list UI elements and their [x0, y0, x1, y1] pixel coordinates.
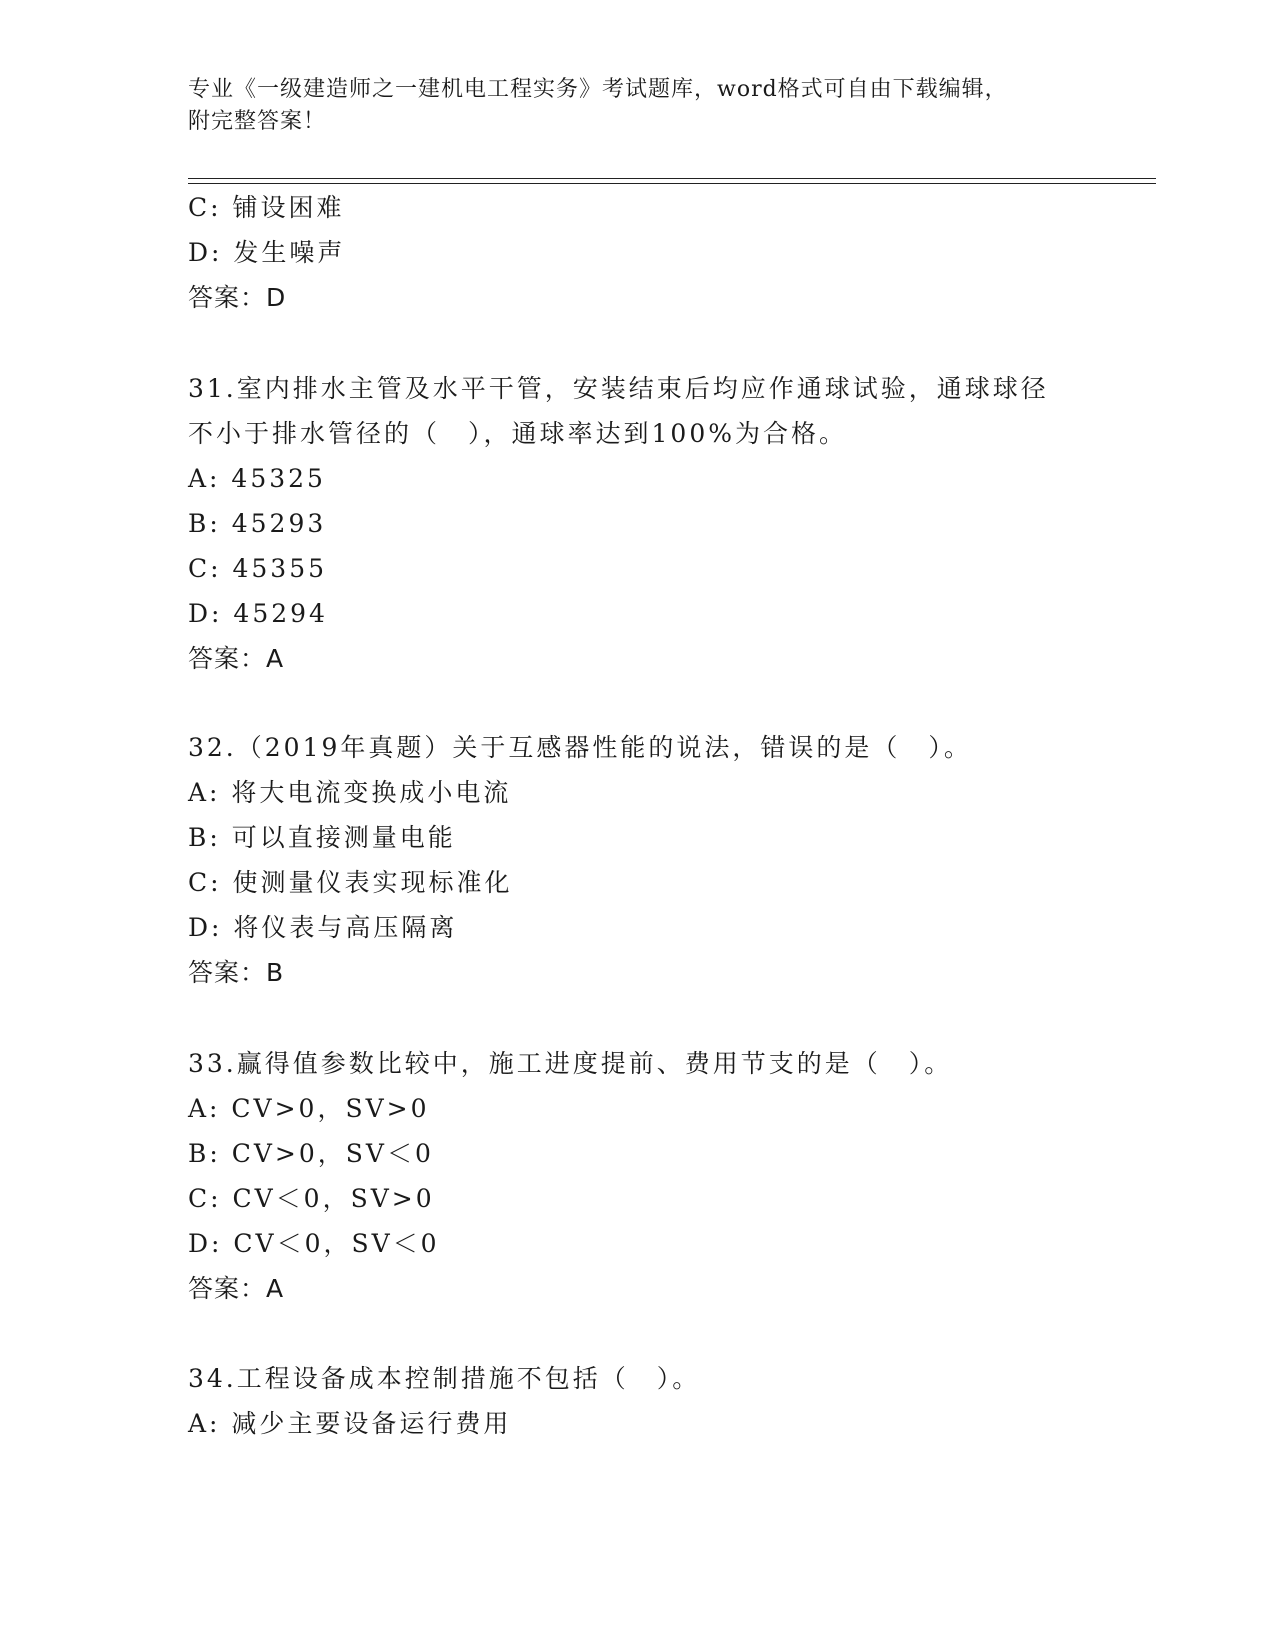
document-header	[188, 74, 1088, 138]
q33-option-c: C: CV＜0，SV>0	[188, 1184, 435, 1213]
q33-answer: 答案：A	[188, 1274, 285, 1303]
q34-stem: 34.工程设备成本控制措施不包括（ ）。	[188, 1364, 701, 1393]
prev-option-c: C: 铺设困难	[188, 193, 345, 222]
q31-stem-line-1: 31.室内排水主管及水平干管，安装结束后均应作通球试验，通球球径	[188, 374, 1049, 403]
q31-stem-line-2: 不小于排水管径的（ ），通球率达到100%为合格。	[188, 419, 847, 448]
q33-option-a: A: CV>0，SV>0	[188, 1094, 430, 1123]
q32-stem: 32.（2019年真题）关于互感器性能的说法，错误的是（ ）。	[188, 733, 972, 762]
q31-answer: 答案：A	[188, 644, 285, 673]
q32-answer: 答案：B	[188, 958, 285, 987]
q31-option-d: D: 45294	[188, 599, 328, 628]
prev-answer: 答案：D	[188, 283, 287, 312]
q31-option-a: A: 45325	[188, 464, 326, 493]
q34-option-a: A: 减少主要设备运行费用	[188, 1409, 512, 1438]
header-line-1: 专业《一级建造师之一建机电工程实务》考试题库，word格式可自由下载编辑，	[188, 77, 1008, 102]
q31-option-c: C: 45355	[188, 554, 328, 583]
header-line-2: 附完整答案！	[188, 109, 327, 134]
prev-option-d: D: 发生噪声	[188, 238, 346, 267]
q33-stem: 33.赢得值参数比较中，施工进度提前、费用节支的是（ ）。	[188, 1049, 953, 1078]
q32-option-d: D: 将仪表与高压隔离	[188, 913, 458, 942]
q33-option-d: D: CV＜0，SV＜0	[188, 1229, 440, 1258]
q31-option-b: B: 45293	[188, 509, 327, 538]
q32-option-c: C: 使测量仪表实现标准化	[188, 868, 513, 897]
header-divider-top	[188, 178, 1156, 179]
header-divider-bottom	[188, 183, 1156, 184]
q32-option-b: B: 可以直接测量电能	[188, 823, 456, 852]
q33-option-b: B: CV>0，SV＜0	[188, 1139, 434, 1168]
q32-option-a: A: 将大电流变换成小电流	[188, 778, 512, 807]
